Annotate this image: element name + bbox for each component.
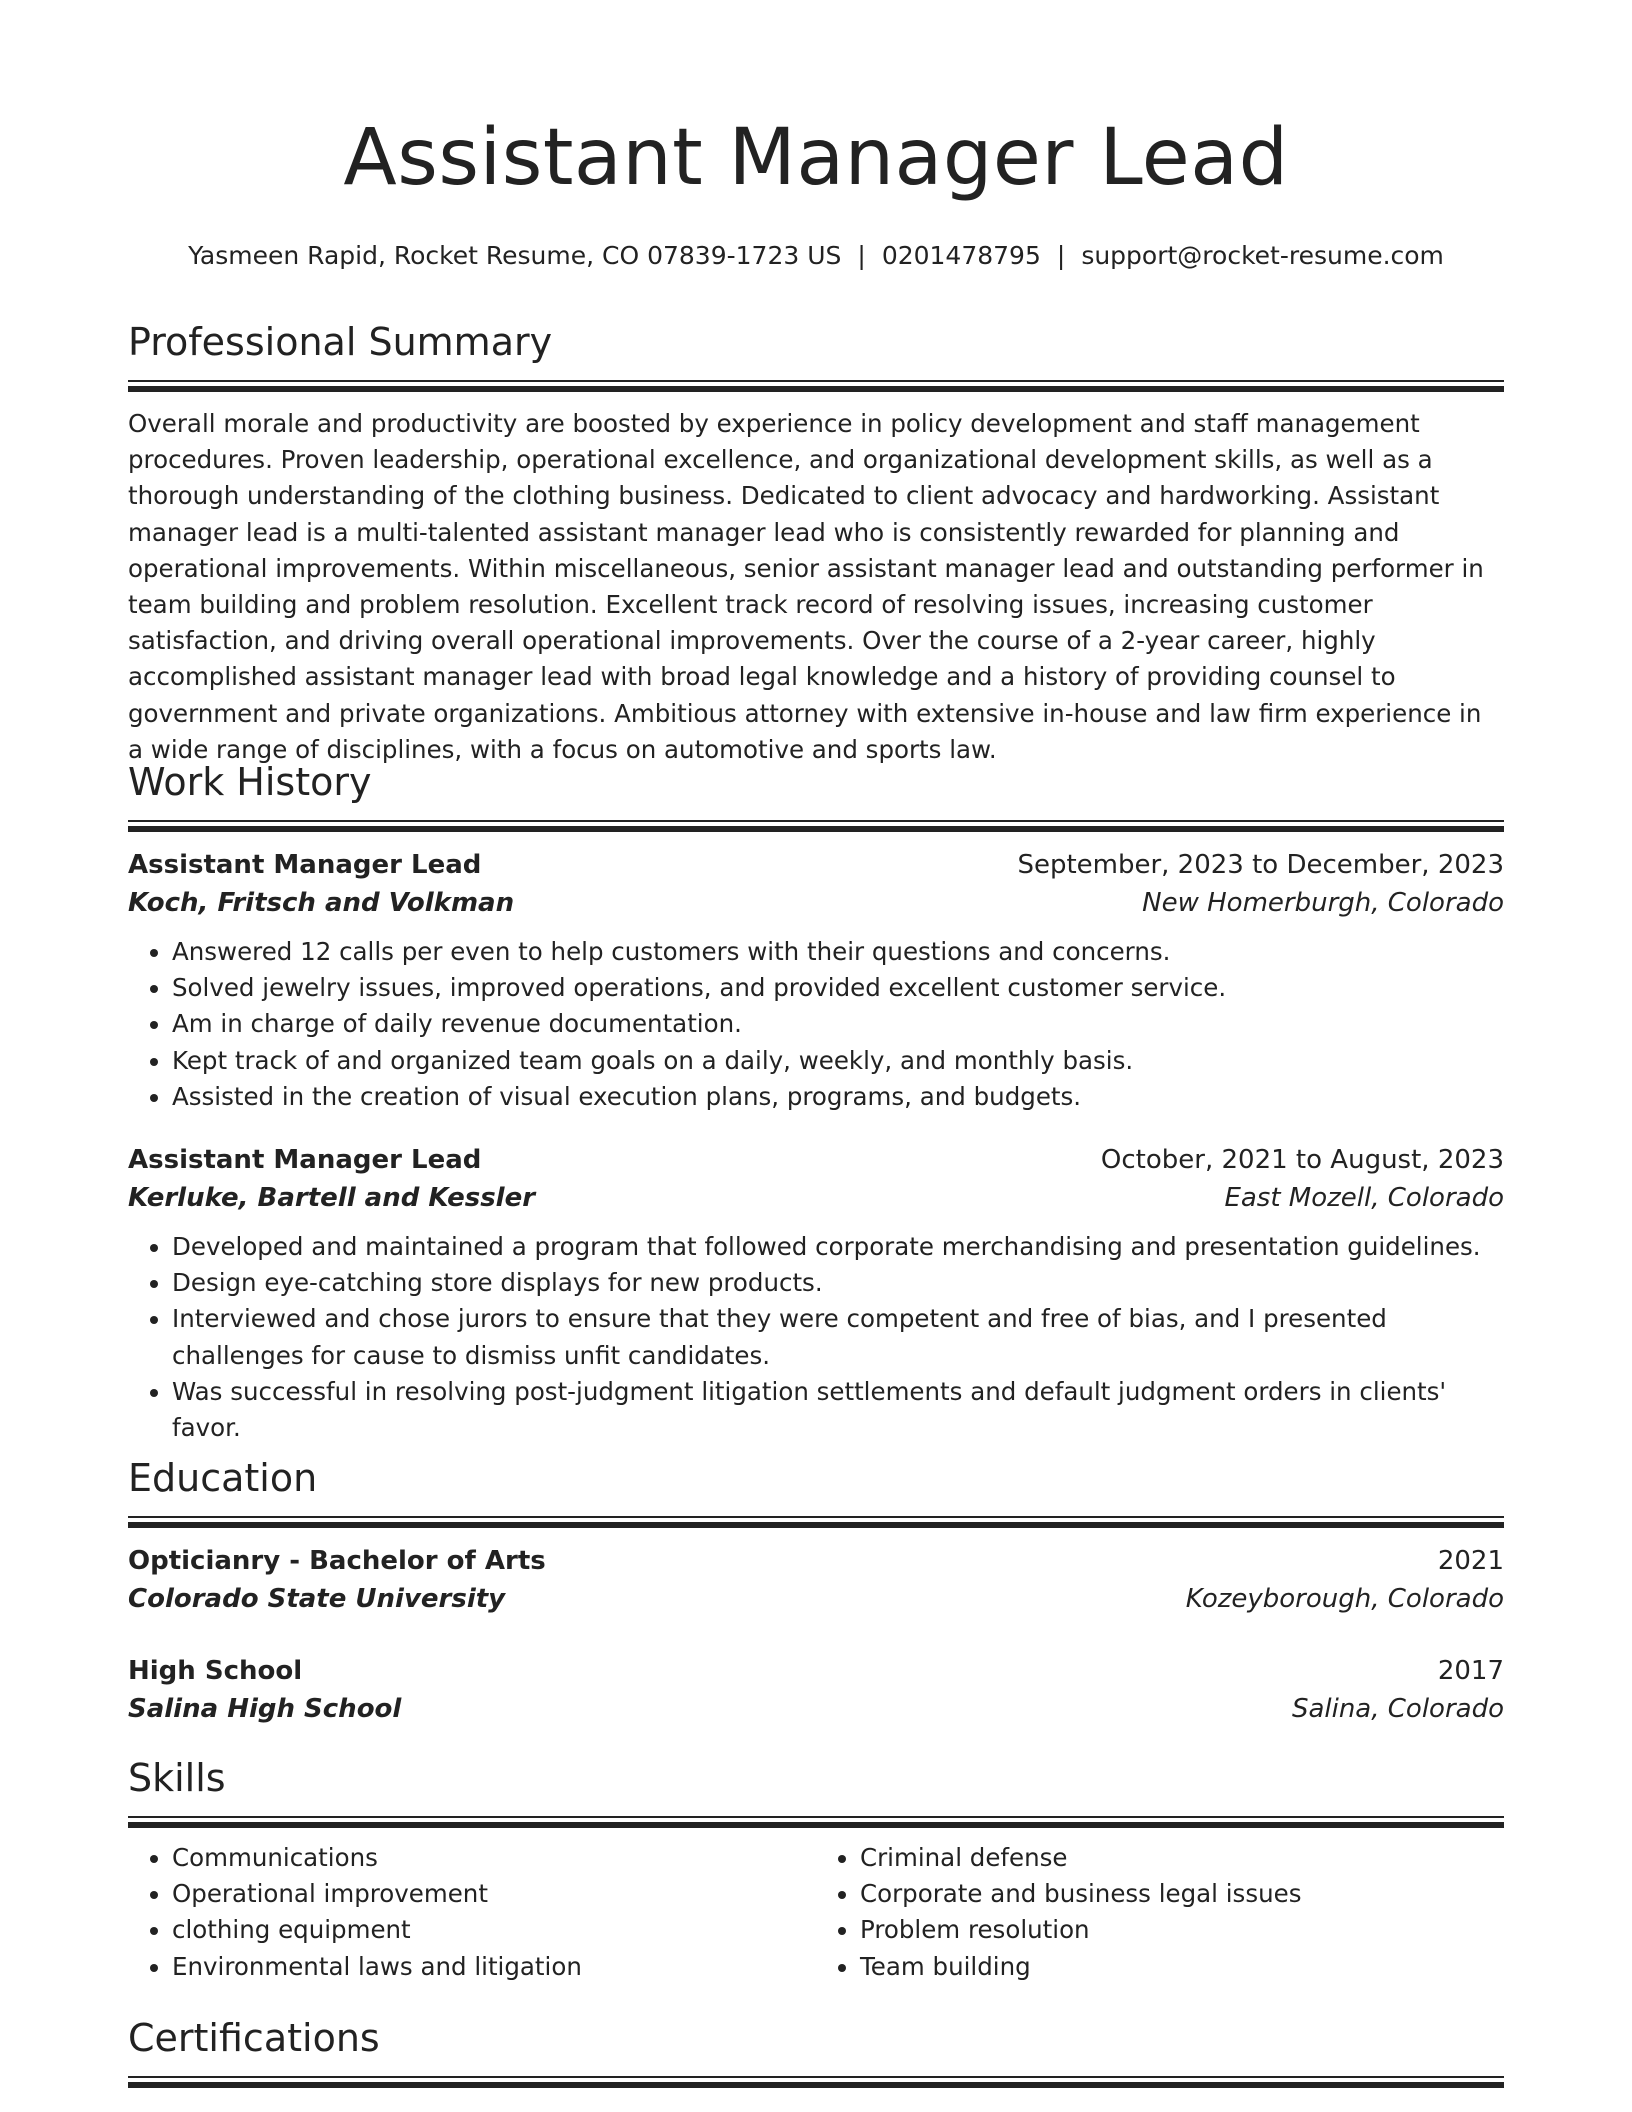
- contact-separator: |: [1056, 241, 1066, 270]
- education-degree: High School: [128, 1656, 303, 1686]
- summary-text: Overall morale and productivity are boosted by experience in policy development and staff management procedures. Proven leadership, operational excellence, and organizational development skills, as well as a thorough understanding of the clothing business. Dedicated to client advocacy and hardworking. Assistant manager lead is a multi-talented assistant manager lead who is consistently rewarded for planning and operational improvements. Within miscellaneous, senior assistant manager lead and outstanding performer in team building and problem resolution. Excellent track record of resolving issues, increasing customer satisfaction, and driving overall operational improvements. Over the course of a 2-year career, highly accomplished assistant manager lead with broad legal knowledge and a history of providing counsel to government and private organizations. Ambitious attorney with extensive in-house and law firm experience in a wide range of disciplines, with a focus on automotive and sports law.: [128, 409, 1484, 764]
- contact-separator: |: [857, 241, 866, 270]
- job-bullet: • Assisted in the creation of visual execution plans, programs, and budgets.: [172, 1079, 1504, 1115]
- section-rule-thick: [128, 826, 1504, 832]
- section-rule: [128, 1816, 1504, 1818]
- job-role: Assistant Manager Lead: [128, 850, 482, 880]
- education-year: 2021: [1437, 1546, 1504, 1576]
- job-location: New Homerburgh, Colorado: [1142, 888, 1504, 918]
- job-entry: [128, 1141, 1504, 1446]
- contact-line: [0, 238, 1632, 274]
- skill-item: • Criminal defense: [860, 1840, 1504, 1876]
- education-school-row: [128, 1690, 1504, 1728]
- section-title-certifications: Certifications: [128, 2016, 380, 2060]
- contact-phone: 0201478795: [881, 241, 1041, 270]
- job-company-row: [128, 1179, 1504, 1217]
- skill-item: • Operational improvement: [172, 1876, 816, 1912]
- section-rule: [128, 1516, 1504, 1518]
- job-bullet: • Design eye-catching store displays for new products.: [172, 1265, 1504, 1301]
- education-section: [128, 1452, 1504, 1728]
- skill-item: • clothing equipment: [172, 1912, 816, 1948]
- education-header-row: [128, 1652, 1504, 1690]
- education-year: 2017: [1437, 1656, 1504, 1686]
- summary-section: [128, 316, 1504, 768]
- job-entry: [128, 846, 1504, 1115]
- work-section: [128, 756, 1504, 1446]
- education-entry: [128, 1652, 1504, 1728]
- job-company: Koch, Fritsch and Volkman: [128, 888, 515, 918]
- job-header-row: [128, 1141, 1504, 1179]
- job-bullet: • Solved jewelry issues, improved operations, and provided excellent customer service.: [172, 970, 1504, 1006]
- education-location: Salina, Colorado: [1291, 1694, 1504, 1724]
- job-role: Assistant Manager Lead: [128, 1145, 482, 1176]
- education-degree: Opticianry - Bachelor of Arts: [128, 1546, 546, 1576]
- skill-item: • Communications: [172, 1840, 816, 1876]
- section-rule: [128, 380, 1504, 382]
- skill-item: • Team building: [860, 1949, 1504, 1985]
- education-entry: [128, 1542, 1504, 1618]
- education-school-row: [128, 1580, 1504, 1618]
- skill-item: • Corporate and business legal issues: [860, 1876, 1504, 1912]
- job-bullets: [128, 934, 1504, 1115]
- job-bullets: [128, 1229, 1504, 1446]
- job-bullet: • Interviewed and chose jurors to ensure that they were competent and free of bias, and I presented challenges for cause to dismiss unfit candidates.: [172, 1301, 1504, 1373]
- section-rule-thick: [128, 1522, 1504, 1528]
- section-title-work: Work History: [128, 760, 372, 804]
- section-rule-thick: [128, 1822, 1504, 1828]
- skills-grid: [128, 1840, 1504, 1985]
- section-rule: [128, 820, 1504, 822]
- skill-item: • Environmental laws and litigation: [172, 1949, 816, 1985]
- section-rule: [128, 2076, 1504, 2078]
- skills-column-right: [816, 1840, 1504, 1985]
- education-school: Colorado State University: [128, 1584, 506, 1614]
- section-title-skills: Skills: [128, 1756, 226, 1800]
- job-bullet: • Answered 12 calls per even to help customers with their questions and concerns.: [172, 934, 1504, 970]
- certifications-section: [128, 2012, 1504, 2088]
- job-dates: September, 2023 to December, 2023: [1017, 850, 1504, 880]
- job-bullet: • Developed and maintained a program that followed corporate merchandising and presentation guidelines.: [172, 1229, 1504, 1265]
- skills-section: [128, 1752, 1504, 1985]
- job-dates: October, 2021 to August, 2023: [1100, 1145, 1504, 1176]
- resume-name: Assistant Manager Lead: [343, 113, 1289, 203]
- job-bullet: • Was successful in resolving post-judgment litigation settlements and default judgment orders in clients' favor.: [172, 1374, 1504, 1446]
- job-location: East Mozell, Colorado: [1224, 1183, 1504, 1214]
- education-location: Kozeyborough, Colorado: [1185, 1584, 1504, 1614]
- contact-address: Yasmeen Rapid, Rocket Resume, CO 07839-1723 US: [188, 241, 842, 270]
- section-rule-thick: [128, 386, 1504, 392]
- section-rule-thick: [128, 2082, 1504, 2088]
- education-school: Salina High School: [128, 1694, 402, 1724]
- skills-list: [816, 1840, 1504, 1985]
- section-title-summary: Professional Summary: [128, 320, 553, 364]
- job-bullet: • Am in charge of daily revenue documentation.: [172, 1006, 1504, 1042]
- contact-email: support@rocket-resume.com: [1081, 241, 1444, 270]
- job-header-row: [128, 846, 1504, 884]
- education-header-row: [128, 1542, 1504, 1580]
- job-company-row: [128, 884, 1504, 922]
- job-bullet: • Kept track of and organized team goals on a daily, weekly, and monthly basis.: [172, 1043, 1504, 1079]
- section-title-education: Education: [128, 1456, 318, 1500]
- skills-column-left: [128, 1840, 816, 1985]
- skill-item: • Problem resolution: [860, 1912, 1504, 1948]
- job-company: Kerluke, Bartell and Kessler: [128, 1183, 536, 1214]
- skills-list: [128, 1840, 816, 1985]
